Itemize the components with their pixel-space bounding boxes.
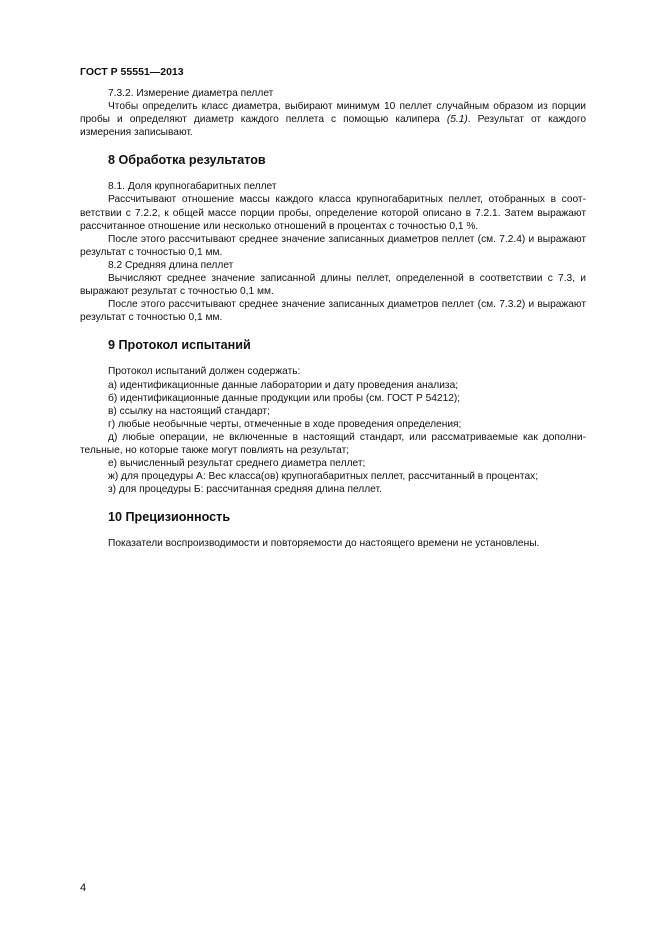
paragraph-8-2-a: Вычисляют среднее значение записанной длины пеллет, определенной в соответствии с 7.3, и выражают результат с точностью 0,1 мм. <box>80 273 586 298</box>
section-heading-10: 10 Прецизионность <box>108 510 231 525</box>
list-item: з) для процедуры Б: рассчитанная средняя длина пеллет. <box>108 484 382 496</box>
paragraph-text: . Результат от каждого измерения записывают. <box>80 114 587 139</box>
paragraph-8-1-b: После этого рассчитывают среднее значение записанных диаметров пеллет (см. 7.2.4) и выражают результат с точностью 0,1 мм. <box>80 233 586 258</box>
paragraph-8-2-b: После этого рассчитывают среднее значение записанных диаметров пеллет (см. 7.3.2) и выражают результат с точностью 0,1 мм. <box>80 299 586 324</box>
list-item: а) идентификационные данные лаборатории и дату проведения анализа; <box>108 379 459 391</box>
list-item: е) вычисленный результат среднего диаметра пеллет; <box>108 458 366 470</box>
protocol-intro: Протокол испытаний должен содержать: <box>108 366 301 378</box>
list-item: г) любые необычные черты, отмеченные в ходе проведения определения; <box>108 418 462 430</box>
paragraph-10: Показатели воспроизводимости и повторяемости до настоящего времени не установлены. <box>108 538 540 550</box>
page-number: 4 <box>80 882 87 894</box>
subsection-title-7-3-2: 7.3.2. Измерение диаметра пеллет <box>108 88 274 99</box>
list-item: б) идентификационные данные продукции или пробы (см. ГОСТ Р 54212); <box>108 392 461 404</box>
list-item: в) ссылку на настоящий стандарт; <box>108 405 270 417</box>
list-item: д) любые операции, не включенные в настоящий стандарт, или рассматриваемые как дополнительные, но которые также могут повлиять на результат; <box>80 431 586 456</box>
section-heading-9: 9 Протокол испытаний <box>108 338 251 353</box>
subsection-title-8-1: 8.1. Доля крупногабаритных пеллет <box>108 181 277 193</box>
section-heading-8: 8 Обработка результатов <box>108 153 266 168</box>
list-item: ж) для процедуры А: Вес класса(ов) крупногабаритных пеллет, рассчитанный в процентах; <box>108 471 539 483</box>
paragraph-7-3-2 <box>80 100 586 139</box>
paragraph-text: Чтобы определить класс диаметра, выбирают минимум 10 пеллет случайным образом из порции пробы и определяют диаметр каждого пеллета с помощью калипера <box>80 101 586 126</box>
subsection-title-8-2: 8.2 Средняя длина пеллет <box>108 259 234 271</box>
page-body <box>80 87 586 550</box>
reference: (5.1) <box>446 114 468 126</box>
paragraph-8-1-a: Рассчитывают отношение массы каждого класса крупногабаритных пеллет, отобранных в соответствии с 7.2.2, к общей массе порции пробы, определение которой описано в 7.2.1. Затем выражают рассчитанное отношение или несколько отношений в процентах с точностью 0,1 %. <box>80 194 586 232</box>
document-header: ГОСТ Р 55551—2013 <box>80 66 184 78</box>
